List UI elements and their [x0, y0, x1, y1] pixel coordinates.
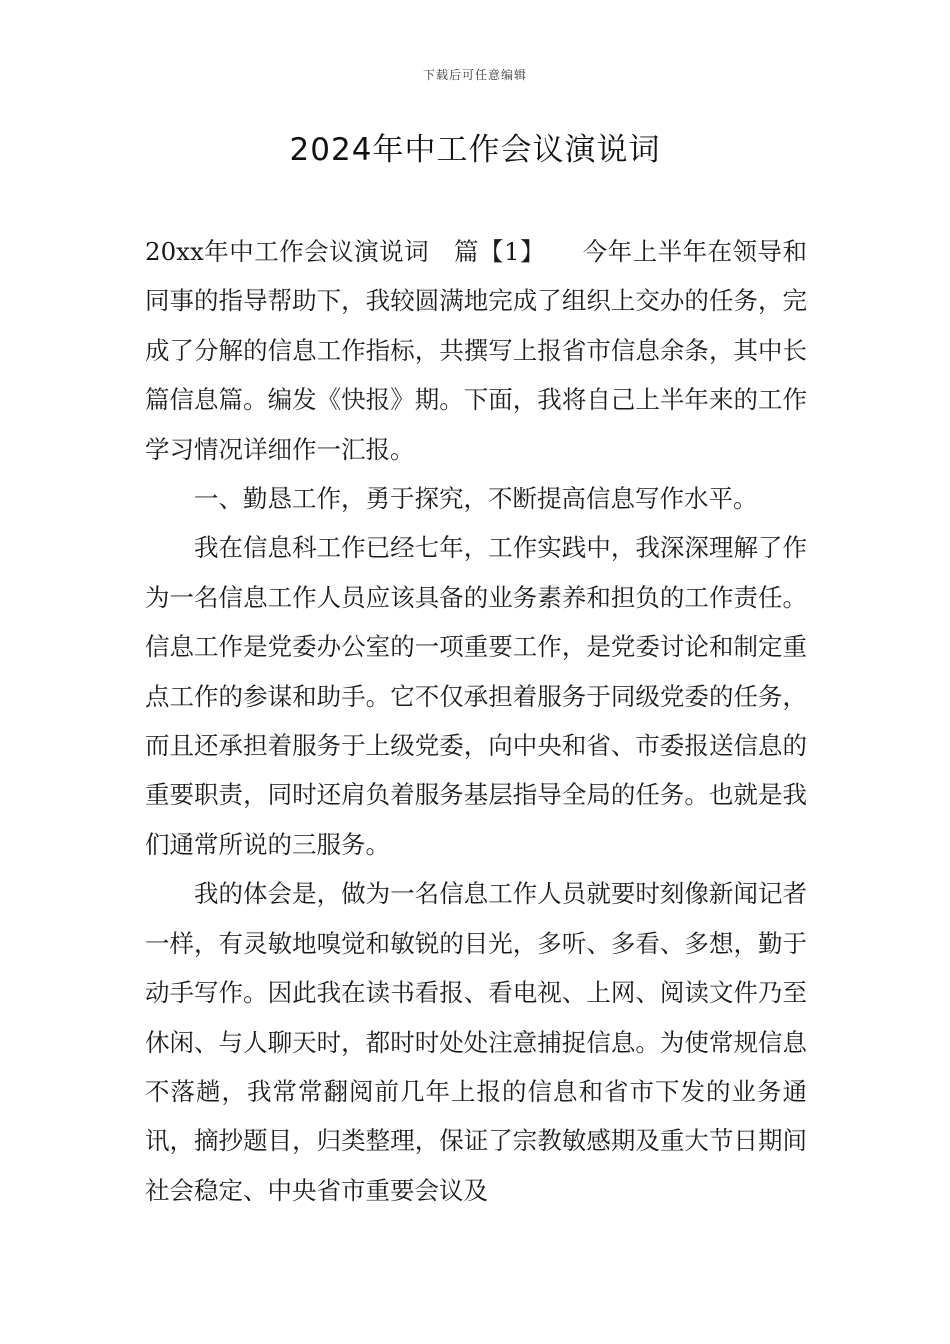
- document-body: [145, 227, 807, 1215]
- lead-heading: 20xx年中工作会议演说词 篇【1】: [145, 237, 583, 266]
- paragraph-text: 今年上半年在领导和同事的指导帮助下，我较圆满地完成了组织上交办的任务，完成了分解的信息工作指标，共撰写上报省市信息余条，其中长篇信息篇。编发《快报》期。下面，我将自己上半年来的工作学习情况详细作一汇报。: [145, 237, 807, 464]
- paragraph-2: 我在信息科工作已经七年，工作实践中，我深深理解了作为一名信息工作人员应该具备的业务素养和担负的工作责任。信息工作是党委办公室的一项重要工作，是党委讨论和制定重点工作的参谋和助手。它不仅承担着服务于同级党委的任务，而且还承担着服务于上级党委，向中央和省、市委报送信息的重要职责，同时还肩负着服务基层指导全局的任务。也就是我们通常所说的三服务。: [145, 533, 807, 859]
- paragraph-3: 我的体会是，做为一名信息工作人员就要时刻像新闻记者一样，有灵敏地嗅觉和敏锐的目光，多听、多看、多想，勤于动手写作。因此我在读书看报、看电视、上网、阅读文件乃至休闲、与人聊天时，都时时处处注意捕捉信息。为使常规信息不落趟，我常常翻阅前几年上报的信息和省市下发的业务通讯，摘抄题目，归类整理，保证了宗教敏感期及重大节日期间社会稳定、中央省市重要会议及: [145, 879, 807, 1205]
- section-heading-1: 一、勤恳工作，勇于探究，不断提高信息写作水平。: [194, 484, 758, 514]
- page-header-note: 下载后可任意编辑: [422, 68, 527, 82]
- document-title: 2024年中工作会议演说词: [289, 132, 661, 168]
- paragraph-1: [145, 227, 807, 474]
